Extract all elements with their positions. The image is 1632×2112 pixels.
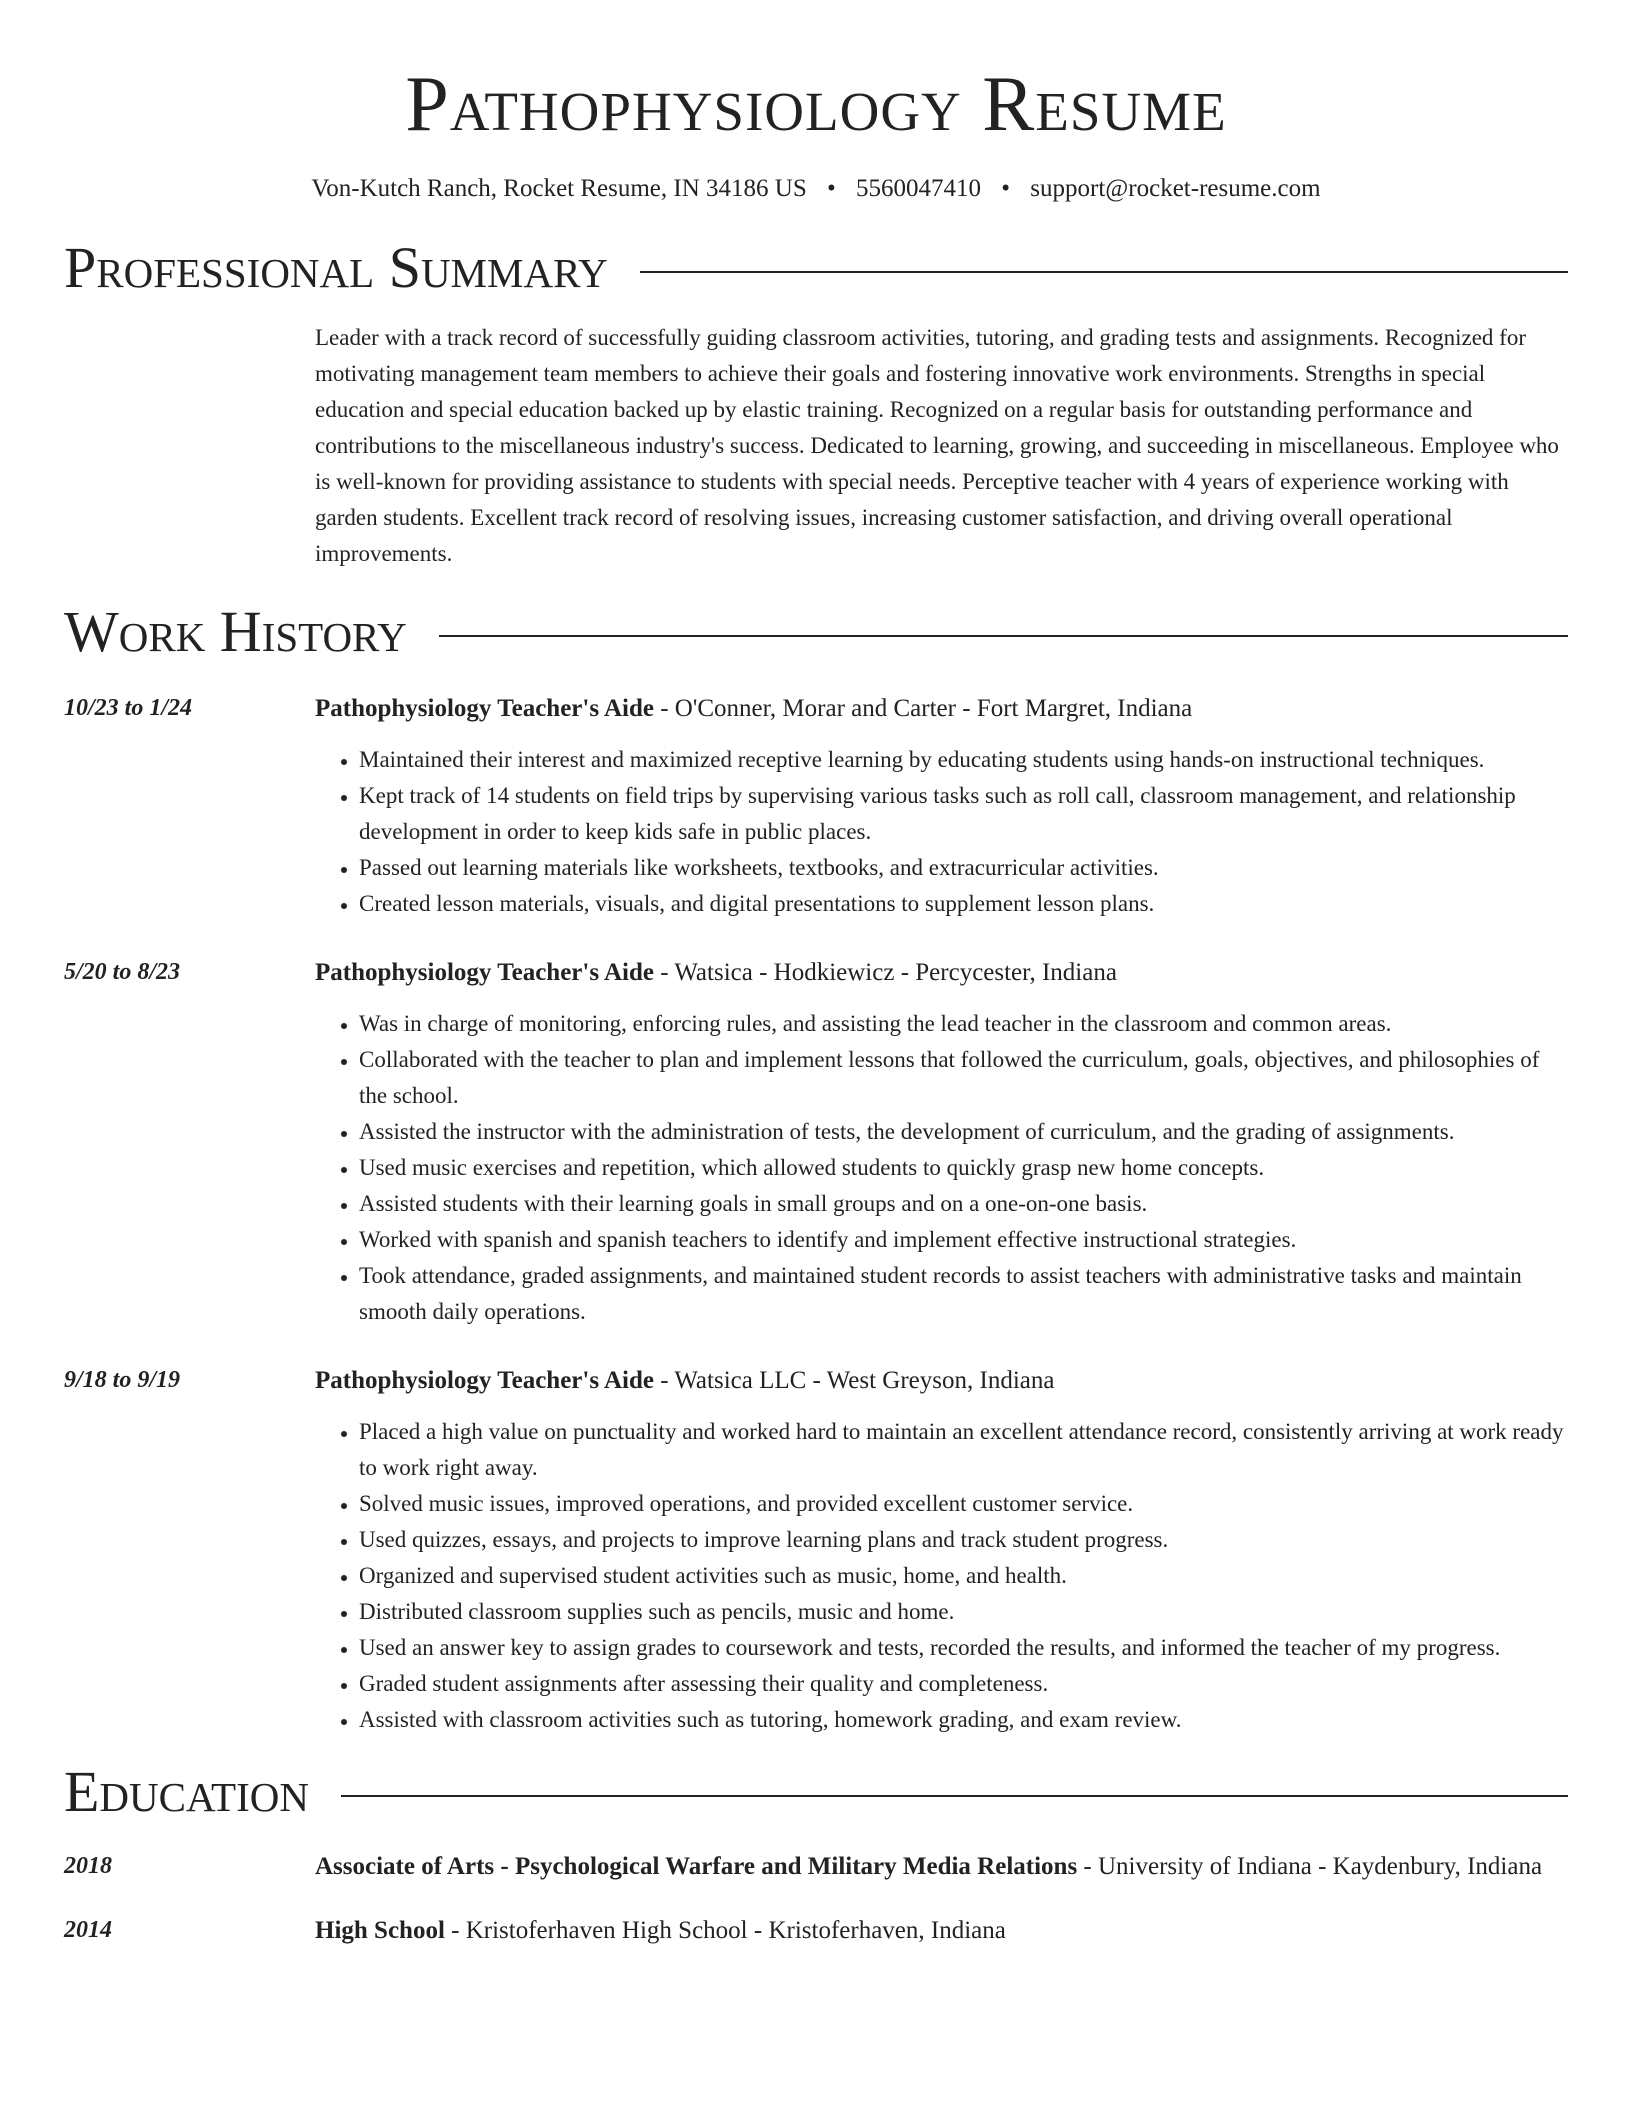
- section-divider: [439, 635, 1568, 637]
- education-list: [64, 1848, 1568, 1950]
- summary-text: Leader with a track record of successfully guiding classroom activities, tutoring, and grading tests and assignments. Recognized for motivating management team members to achieve their goals and fostering innovative work environments. Strengths in special education and special education backed up by elastic training. Recognized on a regular basis for outstanding performance and contributions to the miscellaneous industry's success. Dedicated to learning, growing, and succeeding in miscellaneous. Employee who is well-known for providing assistance to students with special needs. Perceptive teacher with 4 years of experience working with garden students. Excellent track record of resolving issues, increasing customer satisfaction, and driving overall operational improvements.: [315, 325, 1559, 566]
- section-title-work: Work History: [64, 599, 407, 664]
- job-bullet: • Kept track of 14 students on field trips by supervising various tasks such as roll call, classroom management, and relationship development in order to keep kids safe in public places.: [359, 778, 1568, 850]
- job-body: [315, 954, 1568, 1330]
- job-employer: - Watsica - Hodkiewicz - Percycester, Indiana: [653, 959, 1117, 986]
- job-bullet: • Solved music issues, improved operations, and provided excellent customer service.: [359, 1486, 1568, 1522]
- education-year: 2018: [64, 1853, 112, 1879]
- education-body: [315, 1912, 1568, 1950]
- job-bullet: • Distributed classroom supplies such as pencils, music and home.: [359, 1594, 1568, 1630]
- job-bullet: • Used an answer key to assign grades to coursework and tests, recorded the results, and informed the teacher of my progress.: [359, 1630, 1568, 1666]
- job-bullet: • Created lesson materials, visuals, and digital presentations to supplement lesson plans.: [359, 886, 1568, 922]
- job-bullet: • Used music exercises and repetition, which allowed students to quickly grasp new home concepts.: [359, 1150, 1568, 1186]
- job-title: Pathophysiology Teacher's Aide: [315, 1367, 654, 1394]
- education-degree: High School: [315, 1917, 445, 1944]
- education-entry: [64, 1912, 1568, 1950]
- page-title: Pathophysiology Resume: [405, 60, 1227, 147]
- job-bullets: [315, 1006, 1568, 1330]
- job-heading: [315, 690, 1568, 728]
- job-bullet: • Took attendance, graded assignments, and maintained student records to assist teachers with administrative tasks and maintain smooth daily operations.: [359, 1258, 1568, 1330]
- job-heading: [315, 1362, 1568, 1400]
- contact-separator: •: [826, 175, 836, 202]
- education-heading: [315, 1848, 1568, 1886]
- section-title-summary: Professional Summary: [64, 235, 608, 300]
- education-year: 2014: [64, 1917, 112, 1943]
- job-heading: [315, 954, 1568, 992]
- section-header-education: [64, 1760, 1568, 1824]
- work-history-list: [64, 690, 1568, 1738]
- job-dates: 10/23 to 1/24: [64, 695, 193, 721]
- job-bullet: • Placed a high value on punctuality and worked hard to maintain an excellent attendance record, consistently arriving at work ready to work right away.: [359, 1414, 1568, 1486]
- contact-separator: •: [1001, 175, 1011, 202]
- section-divider: [640, 271, 1568, 273]
- education-body: [315, 1848, 1568, 1886]
- job-bullet: • Was in charge of monitoring, enforcing rules, and assisting the lead teacher in the classroom and common areas.: [359, 1006, 1568, 1042]
- section-header-summary: [64, 236, 1568, 300]
- education-school: - Kristoferhaven High School - Kristoferhaven, Indiana: [444, 1917, 1006, 1944]
- job-body: [315, 1362, 1568, 1738]
- job-bullet: • Used quizzes, essays, and projects to improve learning plans and track student progress.: [359, 1522, 1568, 1558]
- job-bullet: • Assisted with classroom activities such as tutoring, homework grading, and exam review.: [359, 1702, 1568, 1738]
- job-bullets: [315, 742, 1568, 922]
- job-employer: - O'Conner, Morar and Carter - Fort Margret, Indiana: [653, 695, 1193, 722]
- job-bullets: [315, 1414, 1568, 1738]
- job-employer: - Watsica LLC - West Greyson, Indiana: [653, 1367, 1055, 1394]
- job-bullet: • Maintained their interest and maximized receptive learning by educating students using hands-on instructional techniques.: [359, 742, 1568, 778]
- education-heading: [315, 1912, 1568, 1950]
- job-entry: [64, 690, 1568, 922]
- job-bullet: • Passed out learning materials like worksheets, textbooks, and extracurricular activities.: [359, 850, 1568, 886]
- job-bullet: • Collaborated with the teacher to plan and implement lessons that followed the curriculum, goals, objectives, and philosophies of the school.: [359, 1042, 1568, 1114]
- education-school: - University of Indiana - Kaydenbury, Indiana: [1077, 1853, 1543, 1880]
- job-bullet: • Organized and supervised student activities such as music, home, and health.: [359, 1558, 1568, 1594]
- job-entry: [64, 954, 1568, 1330]
- education-degree: Associate of Arts - Psychological Warfare and Military Media Relations: [315, 1853, 1078, 1880]
- job-dates: 5/20 to 8/23: [64, 959, 181, 985]
- section-divider: [341, 1795, 1568, 1797]
- job-title: Pathophysiology Teacher's Aide: [315, 695, 654, 722]
- contact-phone: 5560047410: [856, 175, 981, 202]
- education-entry: [64, 1848, 1568, 1886]
- job-entry: [64, 1362, 1568, 1738]
- contact-address: Von-Kutch Ranch, Rocket Resume, IN 34186 US: [311, 175, 807, 202]
- job-bullet: • Worked with spanish and spanish teachers to identify and implement effective instructional strategies.: [359, 1222, 1568, 1258]
- contact-email: support@rocket-resume.com: [1030, 175, 1321, 202]
- contact-line: [64, 174, 1568, 204]
- job-bullet: • Assisted students with their learning goals in small groups and on a one-on-one basis.: [359, 1186, 1568, 1222]
- job-bullet: • Assisted the instructor with the administration of tests, the development of curriculum, and the grading of assignments.: [359, 1114, 1568, 1150]
- job-dates: 9/18 to 9/19: [64, 1367, 181, 1393]
- job-body: [315, 690, 1568, 922]
- job-title: Pathophysiology Teacher's Aide: [315, 959, 654, 986]
- section-title-education: Education: [64, 1759, 309, 1824]
- section-header-work: [64, 600, 1568, 664]
- job-bullet: • Graded student assignments after assessing their quality and completeness.: [359, 1666, 1568, 1702]
